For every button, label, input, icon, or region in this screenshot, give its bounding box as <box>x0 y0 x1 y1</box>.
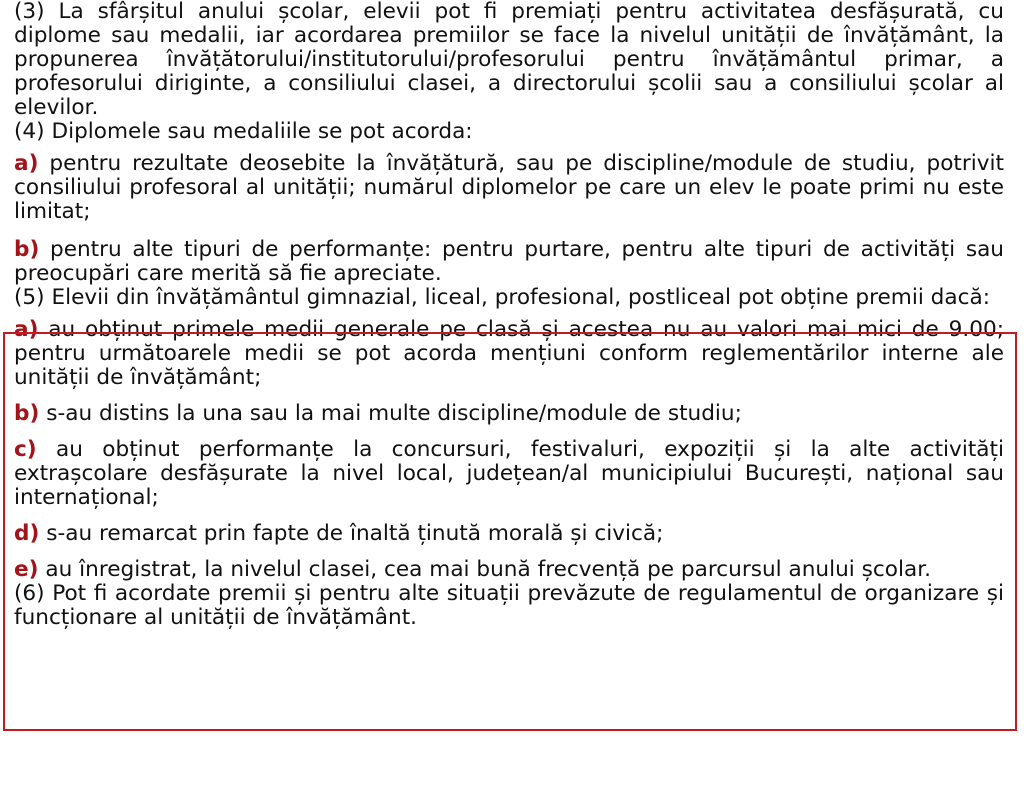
item-text: pentru alte tipuri de performanțe: pentru purtare, pentru alte tipuri de activități sau preocupări care merită să fie apreciate. <box>14 237 1004 286</box>
item-letter: b) <box>14 237 40 262</box>
item-text: s-au remarcat prin fapte de înaltă ținută morală și civică; <box>39 521 664 546</box>
item-letter: a) <box>14 317 39 342</box>
item-letter: b) <box>14 401 40 426</box>
document-body <box>14 0 1004 630</box>
paragraph-6: (6) Pot fi acordate premii și pentru alte situații prevăzute de regulamentul de organizare și funcționare al unității de învățământ. <box>14 581 1004 630</box>
item-text: au obținut performanțe la concursuri, festivaluri, expoziții și la alte activități extrașcolare desfășurate la nivel local, județean/al municipiului București, național sau internațional; <box>14 437 1004 510</box>
item-text: au obținut primele medii generale pe clasă și acestea nu au valori mai mici de 9.00; pentru următoarele medii se pot acorda mențiuni conform reglementărilor interne ale unității de învățământ; <box>14 317 1004 390</box>
paragraph-5: (5) Elevii din învățământul gimnazial, liceal, profesional, postliceal pot obține premii dacă: <box>14 285 990 310</box>
paragraph-4a <box>14 152 1004 224</box>
paragraph-4: (4) Diplomele sau medaliile se pot acorda: <box>14 119 473 144</box>
paragraph-5a <box>14 318 1004 390</box>
paragraph-3: (3) La sfârșitul anului școlar, elevii pot fi premiați pentru activitatea desfășurată, cu diplome sau medalii, iar acordarea premiilor se face la nivelul unității de învățământ, la propunerea învățătorului/institutorului/profesorului pentru învățământul primar, a profesorului diriginte, a consiliului clasei, a directorului școlii sau a consiliului școlar al elevilor. <box>14 0 1004 120</box>
paragraph-5e <box>14 558 1004 582</box>
item-text: au înregistrat, la nivelul clasei, cea mai bună frecvență pe parcursul anului școlar. <box>38 557 931 582</box>
item-letter: c) <box>14 437 37 462</box>
paragraph-5c <box>14 438 1004 510</box>
item-text: pentru rezultate deosebite la învățătură, sau pe discipline/module de studiu, potrivit consiliului profesoral al unității; numărul diplomelor pe care un elev le poate primi nu este limitat; <box>14 151 1004 224</box>
paragraph-5d <box>14 522 1004 546</box>
paragraph-4b <box>14 238 1004 286</box>
item-text: s-au distins la una sau la mai multe discipline/module de studiu; <box>39 401 742 426</box>
paragraph-5b <box>14 402 1004 426</box>
item-letter: a) <box>14 151 39 176</box>
item-letter: d) <box>14 521 40 546</box>
item-letter: e) <box>14 557 39 582</box>
